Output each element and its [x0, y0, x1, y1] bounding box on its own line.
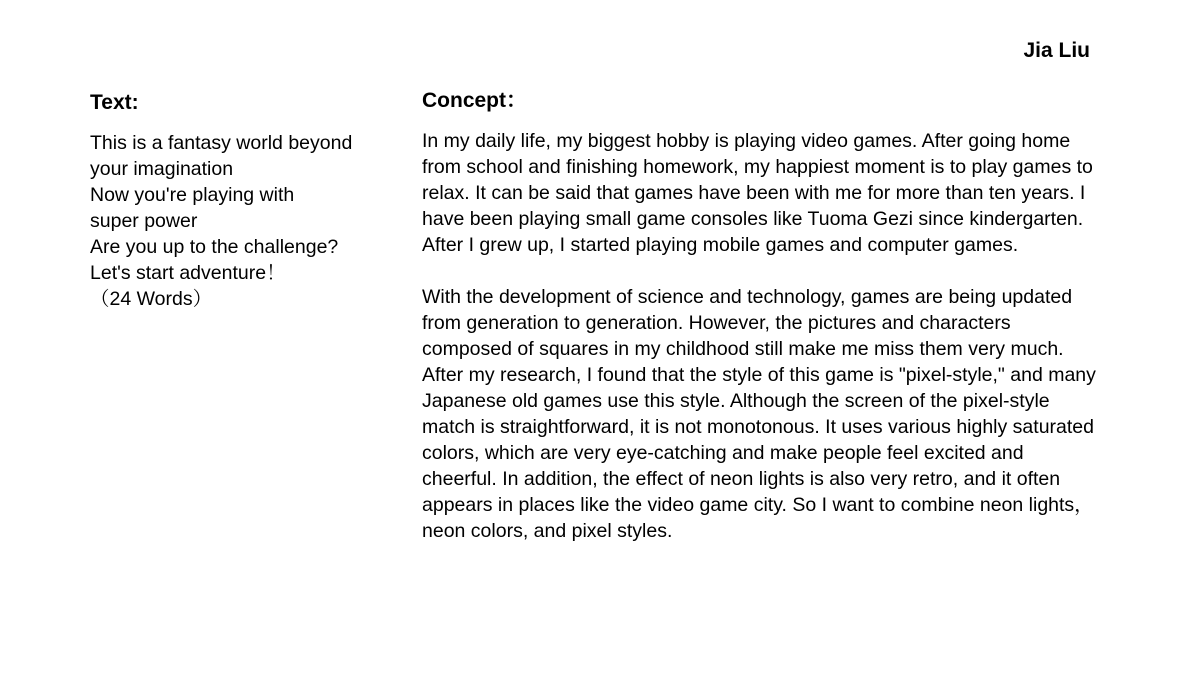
text-heading: Text: — [90, 91, 139, 114]
concept-heading: Concept： — [422, 89, 527, 112]
text-line: Now you're playing with — [90, 184, 295, 206]
concept-paragraph: In my daily life, my biggest hobby is playing video games. After going home from school and finishing homework, my happiest moment is to play games to relax. It can be said that games have been with me for more than ten years. I have been playing small game consoles like Tuoma Gezi since kindergarten. After I grew up, I started playing mobile games and computer games. — [422, 130, 1093, 256]
text-section — [90, 90, 400, 312]
text-line: Are you up to the challenge? — [90, 236, 339, 258]
concept-paragraph: With the development of science and technology, games are being updated from generation to generation. However, the pictures and characters composed of squares in my childhood still make me miss them very much. After my research, I found that the style of this game is "pixel-style," and many Japanese old games use this style. Although the screen of the pixel-style match is straightforward, it is not monotonous. It uses various highly saturated colors, which are very eye-catching and make people feel excited and cheerful. In addition, the effect of neon lights is also very retro, and it often appears in places like the video game city. So I want to combine neon lights，neon colors, and pixel styles. — [422, 286, 1096, 542]
text-line: This is a fantasy world beyond — [90, 132, 353, 154]
concept-section — [422, 88, 1102, 544]
text-line: your imagination — [90, 158, 234, 180]
text-lines — [90, 130, 400, 312]
text-line: super power — [90, 210, 198, 232]
word-count: （24 Words） — [90, 288, 213, 310]
author-name: Jia Liu — [1023, 39, 1090, 62]
text-line: Let's start adventure！ — [90, 262, 286, 284]
